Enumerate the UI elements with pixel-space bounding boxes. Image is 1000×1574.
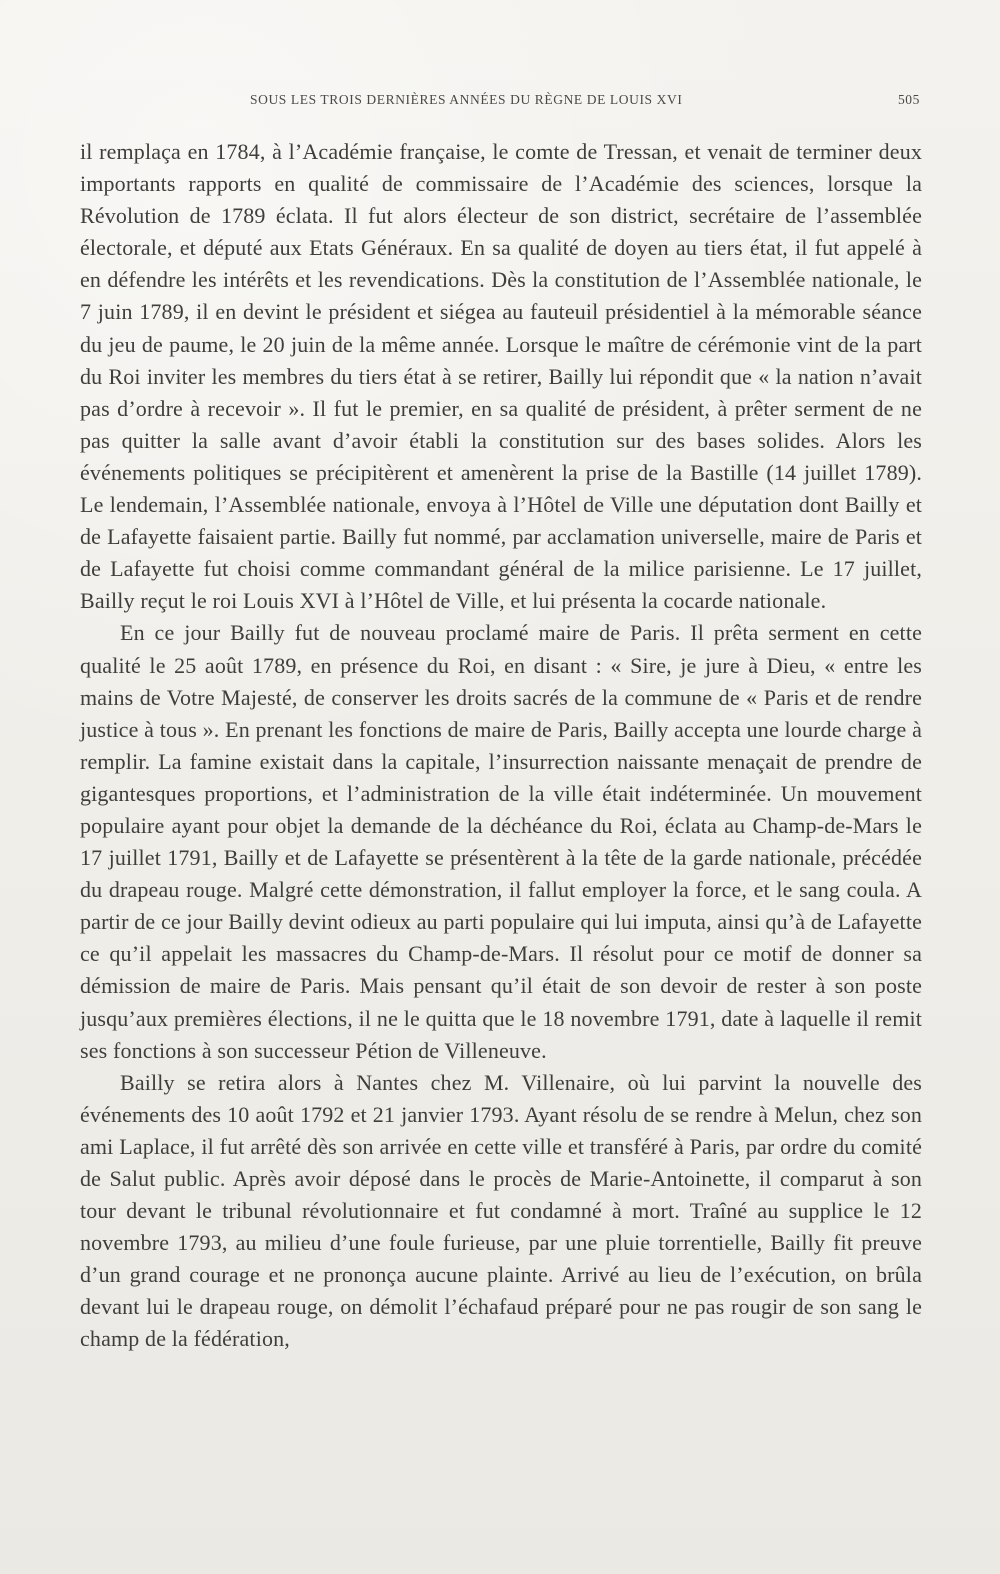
running-title: SOUS LES TROIS DERNIÈRES ANNÉES DU RÈGNE DE LOUIS XVI [250, 92, 683, 107]
page-number: 505 [897, 92, 920, 107]
paragraph-1: il remplaça en 1784, à l’Académie française, le comte de Tressan, et venait de terminer deux importants rapports en qualité de commissaire de l’Académie des sciences, lorsque la Révolution de 1789 éclata. Il fut alors électeur de son district, secrétaire de l’assemblée électorale, et député aux Etats Généraux. En sa qualité de doyen au tiers état, il fut appelé à en défendre les intérêts et les revendications. Dès la constitution de l’Assemblée nationale, le 7 juin 1789, il en devint le président et siégea au fauteuil présidentiel à la mémorable séance du jeu de paume, le 20 juin de la même année. Lorsque le maître de cérémonie vint de la part du Roi inviter les membres du tiers état à se retirer, Bailly lui répondit que « la nation n’avait pas d’ordre à recevoir ». Il fut le premier, en sa qualité de président, à prêter serment de ne pas quitter la salle avant d’avoir établi la constitution sur des bases solides. Alors les événements politiques se précipitèrent et amenèrent la prise de la Bastille (14 juillet 1789). Le lendemain, l’Assemblée nationale, envoya à l’Hôtel de Ville une députation dont Bailly et de Lafayette faisaient partie. Bailly fut nommé, par acclamation universelle, maire de Paris et de Lafayette fut choisi comme commandant général de la milice parisienne. Le 17 juillet, Bailly reçut le roi Louis XVI à l’Hôtel de Ville, et lui présenta la cocarde nationale. [80, 139, 922, 614]
paragraph-3: Bailly se retira alors à Nantes chez M. Villenaire, où lui parvint la nouvelle des événements des 10 août 1792 et 21 janvier 1793. Ayant résolu de se rendre à Melun, chez son ami Laplace, il fut arrêté dès son arrivée en cette ville et transféré à Paris, par ordre du comité de Salut public. Après avoir déposé dans le procès de Marie-Antoinette, il comparut à son tour devant le tribunal révolutionnaire et fut condamné à mort. Traîné au supplice le 12 novembre 1793, au milieu d’une foule furieuse, par une pluie torrentielle, Bailly fit preuve d’un grand courage et ne prononça aucune plainte. Arrivé au lieu de l’exécution, on brûla devant lui le drapeau rouge, on démolit l’échafaud préparé pour ne pas rougir de son sang le champ de la fédération, [80, 1069, 922, 1352]
running-head [80, 92, 922, 116]
paragraph-2: En ce jour Bailly fut de nouveau proclamé maire de Paris. Il prêta serment en cette qualité le 25 août 1789, en présence du Roi, en disant : « Sire, je jure à Dieu, « entre les mains de Votre Majesté, de conserver les droits sacrés de la commune de « Paris et de rendre justice à tous ». En prenant les fonctions de maire de Paris, Bailly accepta une lourde charge à remplir. La famine existait dans la capitale, l’insurrection naissante menaçait de prendre de gigantesques proportions, et l’administration de la ville était indéterminée. Un mouvement populaire ayant pour objet la demande de la déchéance du Roi, éclata au Champ-de-Mars le 17 juillet 1791, Bailly et de Lafayette se présentèrent à la tête de la garde nationale, précédée du drapeau rouge. Malgré cette démonstration, il fallut employer la force, et le sang coula. A partir de ce jour Bailly devint odieux au parti populaire qui lui imputa, ainsi qu’à de Lafayette ce qu’il appelait les massacres du Champ-de-Mars. Il résolut pour ce motif de donner sa démission de maire de Paris. Mais pensant qu’il était de son devoir de rester à son poste jusqu’aux premières élections, il ne le quitta que le 18 novembre 1791, date à laquelle il remit ses fonctions à son successeur Pétion de Villeneuve. [80, 620, 922, 1063]
body-text [80, 136, 922, 1356]
